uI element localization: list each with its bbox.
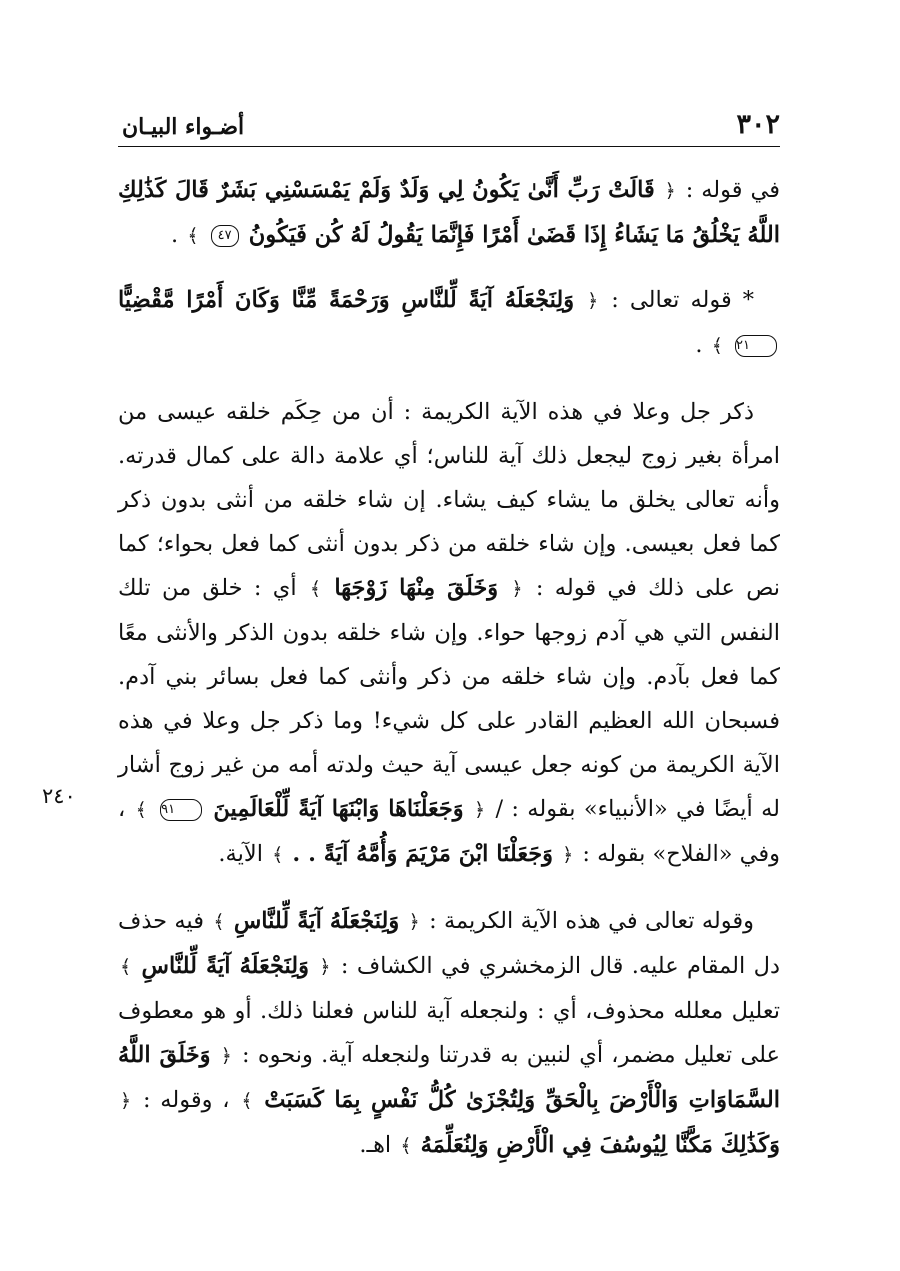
quran-quote: وَكَذَٰلِكَ مَكَّنَّا لِيُوسُفَ فِي الْأَرْضِ وَلِنُعَلِّمَهُ — [420, 1132, 780, 1158]
commentary-text: وقوله تعالى في هذه الآية الكريمة : — [429, 908, 755, 934]
quran-quote: وَجَعَلْنَا ابْنَ مَرْيَمَ وَأُمَّهُ آيَةً . . — [292, 841, 553, 867]
close-bracket: ﴾ — [135, 799, 147, 821]
close-bracket: ﴾ — [711, 335, 723, 357]
quran-quote: وَلِنَجْعَلَهُ آيَةً لِّلنَّاسِ — [141, 953, 310, 979]
commentary-text: اهـ. — [359, 1132, 392, 1158]
open-bracket: ﴿ — [474, 799, 486, 821]
close-bracket: ﴾ — [213, 911, 225, 933]
quran-quote: وَخَلَقَ مِنْهَا زَوْجَهَا — [334, 575, 499, 601]
open-bracket: ﴿ — [220, 1045, 232, 1067]
quran-quote: وَجَعَلْنَاهَا وَابْنَهَا آيَةً لِّلْعَالَمِينَ — [213, 796, 464, 822]
page-number: ٣٠٢ — [736, 109, 780, 140]
quran-quote: وَخَلَقَ اللَّهُ السَّمَاوَاتِ وَالْأَرْضَ بِالْحَقِّ وَلِتُجْزَىٰ كُلُّ نَفْسٍ بِمَا كَسَبَتْ — [118, 1042, 781, 1113]
ayah-number: ٤٧ — [211, 225, 239, 247]
open-bracket: ﴿ — [120, 1090, 132, 1112]
book-title: أضـواء البيـان — [122, 114, 245, 140]
open-bracket: ﴿ — [587, 290, 599, 312]
page-body — [118, 168, 780, 1168]
commentary-text: أي : خلق من تلك النفس التي هي آدم زوجها حواء. وإن شاء خلقه بدون الذكر والأنثى معًا كما فعل بآدم. وإن شاء خلقه من ذكر وأنثى كما فعل بسائر بني آدم. فسبحان الله العظيم القادر على كل شيء! وما ذكر جل وعلا في هذه الآية الكريمة من كونه جعل عيسى آية حيث ولدته أمه من غير زوج أشار له أيضًا في «الأنبياء» بقوله : / — [118, 575, 781, 822]
ayah-number: ٢١ — [735, 335, 777, 357]
intro-text: في قوله : — [685, 177, 780, 203]
commentary-text: ، وقوله : — [142, 1087, 230, 1113]
open-bracket: ﴿ — [664, 180, 676, 202]
open-bracket: ﴿ — [408, 911, 420, 933]
margin-page-reference: ٢٤٠ — [42, 784, 76, 808]
paragraph-3 — [118, 390, 780, 877]
commentary-text: فيه حذف دل المقام عليه. قال الزمخشري في الكشاف : — [118, 908, 781, 979]
quran-verse: قَالَتْ رَبِّ أَنَّىٰ يَكُونُ لِي وَلَدٌ وَلَمْ يَمْسَسْنِي بَشَرٌ قَالَ كَذَٰلِكِ اللَّهُ يَخْلُقُ مَا يَشَاءُ إِذَا قَضَىٰ أَمْرًا فَإِنَّمَا يَقُولُ لَهُ كُن فَيَكُونُ — [118, 177, 780, 248]
page-header — [118, 108, 780, 147]
paragraph-1 — [118, 168, 780, 258]
paragraph-4 — [118, 899, 780, 1168]
commentary-text: ، وفي «الفلاح» بقوله : — [118, 796, 780, 867]
end-punct: . — [695, 332, 703, 358]
open-bracket: ﴿ — [319, 956, 331, 978]
verse-heading: * قوله تعالى : — [611, 287, 755, 313]
open-bracket: ﴿ — [562, 844, 574, 866]
close-bracket: ﴾ — [272, 844, 284, 866]
close-bracket: ﴾ — [241, 1090, 253, 1112]
commentary-text: تعليل معلله محذوف، أي : ولنجعله آية للناس فعلنا ذلك. أو هو معطوف على تعليل مضمر، أي لنبين به قدرتنا ولنجعله آية. ونحوه : — [118, 998, 780, 1068]
commentary-text: ذكر جل وعلا في هذه الآية الكريمة : أن من حِكَم خلقه عيسى من امرأة بغير زوج ليجعل ذلك آية للناس؛ أي علامة دالة على كمال قدرته. وأنه تعالى يخلق ما يشاء كيف يشاء. إن شاء خلقه من أنثى بدون ذكر كما فعل بعيسى. وإن شاء خلقه من ذكر بدون أنثى كما فعل بحواء؛ كما نص على ذلك في قوله : — [118, 399, 781, 601]
end-punct: . — [171, 222, 179, 248]
ayah-number: ٩١ — [160, 799, 202, 821]
paragraph-2 — [118, 278, 780, 368]
close-bracket: ﴾ — [187, 225, 199, 247]
close-bracket: ﴾ — [309, 578, 322, 600]
open-bracket: ﴿ — [511, 578, 523, 600]
quran-verse: وَلِنَجْعَلَهُ آيَةً لِّلنَّاسِ وَرَحْمَةً مِّنَّا وَكَانَ أَمْرًا مَّقْضِيًّا — [118, 287, 575, 313]
quran-quote: وَلِنَجْعَلَهُ آيَةً لِّلنَّاسِ — [233, 908, 400, 934]
close-bracket: ﴾ — [400, 1135, 412, 1157]
commentary-text: الآية. — [218, 841, 263, 867]
close-bracket: ﴾ — [120, 956, 132, 978]
